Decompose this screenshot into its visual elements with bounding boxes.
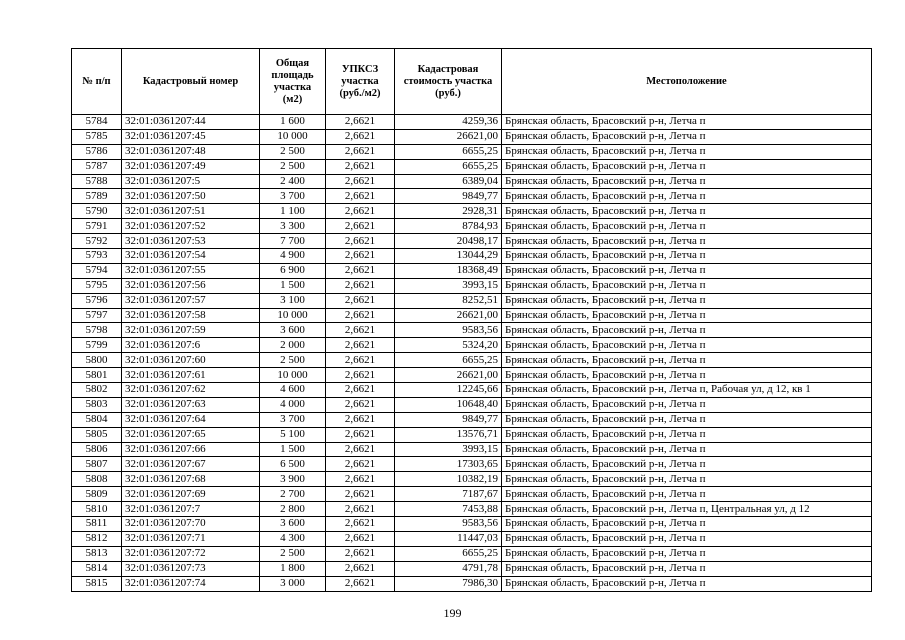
cell-location: Брянская область, Брасовский р-н, Летча п (502, 457, 872, 472)
cell-cadastral: 32:01:0361207:48 (122, 144, 260, 159)
cell-num: 5790 (72, 204, 122, 219)
cell-cadastral: 32:01:0361207:45 (122, 129, 260, 144)
cell-num: 5815 (72, 576, 122, 591)
cell-cadastral: 32:01:0361207:54 (122, 249, 260, 264)
cell-upksz: 2,6621 (326, 487, 395, 502)
cell-location: Брянская область, Брасовский р-н, Летча п, Центральная ул, д 12 (502, 502, 872, 517)
cell-cadastral: 32:01:0361207:71 (122, 531, 260, 546)
cell-num: 5805 (72, 427, 122, 442)
cell-upksz: 2,6621 (326, 189, 395, 204)
cell-location: Брянская область, Брасовский р-н, Летча п (502, 487, 872, 502)
cell-upksz: 2,6621 (326, 278, 395, 293)
cell-location: Брянская область, Брасовский р-н, Летча п (502, 219, 872, 234)
cell-location: Брянская область, Брасовский р-н, Летча п (502, 234, 872, 249)
cell-cost: 5324,20 (395, 338, 502, 353)
table-row (72, 531, 872, 546)
cell-area: 3 600 (260, 323, 326, 338)
cell-num: 5796 (72, 293, 122, 308)
cell-cost: 4259,36 (395, 115, 502, 130)
cell-area: 1 500 (260, 442, 326, 457)
cell-upksz: 2,6621 (326, 338, 395, 353)
cell-cadastral: 32:01:0361207:74 (122, 576, 260, 591)
cell-cadastral: 32:01:0361207:56 (122, 278, 260, 293)
cell-num: 5791 (72, 219, 122, 234)
cell-location: Брянская область, Брасовский р-н, Летча п (502, 338, 872, 353)
cell-cost: 3993,15 (395, 442, 502, 457)
cell-location: Брянская область, Брасовский р-н, Летча п (502, 412, 872, 427)
cell-upksz: 2,6621 (326, 293, 395, 308)
cell-cadastral: 32:01:0361207:64 (122, 412, 260, 427)
cell-location: Брянская область, Брасовский р-н, Летча п (502, 427, 872, 442)
cell-location: Брянская область, Брасовский р-н, Летча п (502, 531, 872, 546)
cell-num: 5798 (72, 323, 122, 338)
cell-upksz: 2,6621 (326, 204, 395, 219)
cell-num: 5797 (72, 308, 122, 323)
cell-area: 2 400 (260, 174, 326, 189)
table-row (72, 383, 872, 398)
cell-location: Брянская область, Брасовский р-н, Летча п (502, 353, 872, 368)
cell-num: 5810 (72, 502, 122, 517)
cell-cost: 9583,56 (395, 517, 502, 532)
cell-cadastral: 32:01:0361207:44 (122, 115, 260, 130)
cell-location: Брянская область, Брасовский р-н, Летча п (502, 368, 872, 383)
table-row (72, 293, 872, 308)
cell-num: 5809 (72, 487, 122, 502)
page-number: 199 (443, 606, 462, 620)
cell-location: Брянская область, Брасовский р-н, Летча п (502, 546, 872, 561)
cell-area: 3 100 (260, 293, 326, 308)
cell-num: 5792 (72, 234, 122, 249)
header-cost: Кадастровая стоимость участка (руб.) (395, 49, 502, 115)
cell-cadastral: 32:01:0361207:68 (122, 472, 260, 487)
table-row (72, 323, 872, 338)
cell-location: Брянская область, Брасовский р-н, Летча п (502, 293, 872, 308)
cell-area: 2 500 (260, 546, 326, 561)
header-area: Общая площадь участка (м2) (260, 49, 326, 115)
cell-area: 7 700 (260, 234, 326, 249)
cell-location: Брянская область, Брасовский р-н, Летча п (502, 278, 872, 293)
cell-num: 5788 (72, 174, 122, 189)
cell-area: 6 500 (260, 457, 326, 472)
cell-cost: 6655,25 (395, 159, 502, 174)
cell-area: 1 500 (260, 278, 326, 293)
cell-cadastral: 32:01:0361207:63 (122, 397, 260, 412)
table-row (72, 129, 872, 144)
cell-num: 5802 (72, 383, 122, 398)
cell-cadastral: 32:01:0361207:66 (122, 442, 260, 457)
cell-upksz: 2,6621 (326, 308, 395, 323)
table-row (72, 174, 872, 189)
cell-area: 2 500 (260, 144, 326, 159)
cell-num: 5793 (72, 249, 122, 264)
cell-area: 1 100 (260, 204, 326, 219)
cell-num: 5800 (72, 353, 122, 368)
cell-location: Брянская область, Брасовский р-н, Летча п (502, 323, 872, 338)
cell-upksz: 2,6621 (326, 383, 395, 398)
cell-cost: 4791,78 (395, 561, 502, 576)
cell-num: 5813 (72, 546, 122, 561)
cell-cost: 11447,03 (395, 531, 502, 546)
cell-num: 5808 (72, 472, 122, 487)
cell-upksz: 2,6621 (326, 576, 395, 591)
cell-area: 2 000 (260, 338, 326, 353)
cell-location: Брянская область, Брасовский р-н, Летча п (502, 308, 872, 323)
cell-num: 5814 (72, 561, 122, 576)
cell-location: Брянская область, Брасовский р-н, Летча п (502, 115, 872, 130)
cell-cost: 6655,25 (395, 353, 502, 368)
cell-upksz: 2,6621 (326, 561, 395, 576)
cell-upksz: 2,6621 (326, 397, 395, 412)
cell-cost: 9583,56 (395, 323, 502, 338)
cell-area: 3 900 (260, 472, 326, 487)
table-row (72, 189, 872, 204)
cell-upksz: 2,6621 (326, 263, 395, 278)
cell-cost: 8784,93 (395, 219, 502, 234)
table-row (72, 204, 872, 219)
cell-num: 5786 (72, 144, 122, 159)
table-row (72, 278, 872, 293)
cell-location: Брянская область, Брасовский р-н, Летча п (502, 263, 872, 278)
header-row (72, 49, 872, 115)
cell-location: Брянская область, Брасовский р-н, Летча п (502, 189, 872, 204)
cell-upksz: 2,6621 (326, 546, 395, 561)
cell-area: 5 100 (260, 427, 326, 442)
cell-num: 5801 (72, 368, 122, 383)
cell-upksz: 2,6621 (326, 219, 395, 234)
cell-num: 5806 (72, 442, 122, 457)
cell-location: Брянская область, Брасовский р-н, Летча п (502, 144, 872, 159)
cell-num: 5804 (72, 412, 122, 427)
cell-cost: 7986,30 (395, 576, 502, 591)
cell-area: 6 900 (260, 263, 326, 278)
cell-cadastral: 32:01:0361207:7 (122, 502, 260, 517)
cell-cost: 26621,00 (395, 129, 502, 144)
cell-upksz: 2,6621 (326, 249, 395, 264)
cell-upksz: 2,6621 (326, 517, 395, 532)
cell-cost: 6389,04 (395, 174, 502, 189)
cell-num: 5795 (72, 278, 122, 293)
table-row (72, 115, 872, 130)
cell-upksz: 2,6621 (326, 531, 395, 546)
cell-num: 5811 (72, 517, 122, 532)
cell-num: 5784 (72, 115, 122, 130)
cell-upksz: 2,6621 (326, 323, 395, 338)
cell-num: 5785 (72, 129, 122, 144)
cell-cost: 26621,00 (395, 368, 502, 383)
table-row (72, 397, 872, 412)
cell-cadastral: 32:01:0361207:67 (122, 457, 260, 472)
cell-cadastral: 32:01:0361207:72 (122, 546, 260, 561)
cell-cost: 17303,65 (395, 457, 502, 472)
cell-num: 5789 (72, 189, 122, 204)
cell-location: Брянская область, Брасовский р-н, Летча п (502, 576, 872, 591)
cell-upksz: 2,6621 (326, 115, 395, 130)
table-row (72, 487, 872, 502)
table-row (72, 338, 872, 353)
cell-cadastral: 32:01:0361207:55 (122, 263, 260, 278)
cell-upksz: 2,6621 (326, 412, 395, 427)
cell-area: 3 700 (260, 412, 326, 427)
cell-area: 10 000 (260, 368, 326, 383)
cell-area: 2 700 (260, 487, 326, 502)
cell-cadastral: 32:01:0361207:49 (122, 159, 260, 174)
cell-upksz: 2,6621 (326, 502, 395, 517)
cell-cadastral: 32:01:0361207:52 (122, 219, 260, 234)
cell-area: 2 500 (260, 159, 326, 174)
cell-num: 5799 (72, 338, 122, 353)
cell-location: Брянская область, Брасовский р-н, Летча п (502, 249, 872, 264)
cell-num: 5794 (72, 263, 122, 278)
cell-cost: 3993,15 (395, 278, 502, 293)
cell-area: 2 800 (260, 502, 326, 517)
cell-location: Брянская область, Брасовский р-н, Летча п (502, 397, 872, 412)
cell-upksz: 2,6621 (326, 427, 395, 442)
header-num: № п/п (72, 49, 122, 115)
cell-area: 10 000 (260, 308, 326, 323)
table-row (72, 472, 872, 487)
table-row (72, 561, 872, 576)
cell-area: 4 900 (260, 249, 326, 264)
cell-cadastral: 32:01:0361207:70 (122, 517, 260, 532)
cell-cost: 6655,25 (395, 546, 502, 561)
cell-upksz: 2,6621 (326, 457, 395, 472)
cell-cadastral: 32:01:0361207:59 (122, 323, 260, 338)
cell-cadastral: 32:01:0361207:53 (122, 234, 260, 249)
table-row (72, 234, 872, 249)
cell-upksz: 2,6621 (326, 368, 395, 383)
cell-area: 4 300 (260, 531, 326, 546)
cell-cost: 7187,67 (395, 487, 502, 502)
cell-location: Брянская область, Брасовский р-н, Летча п (502, 204, 872, 219)
table-row (72, 144, 872, 159)
table-row (72, 308, 872, 323)
cell-upksz: 2,6621 (326, 129, 395, 144)
table-row (72, 442, 872, 457)
cell-cost: 18368,49 (395, 263, 502, 278)
cell-cadastral: 32:01:0361207:61 (122, 368, 260, 383)
table-row (72, 219, 872, 234)
cell-cadastral: 32:01:0361207:58 (122, 308, 260, 323)
header-upksz: УПКСЗ участка (руб./м2) (326, 49, 395, 115)
cell-upksz: 2,6621 (326, 159, 395, 174)
table-row (72, 159, 872, 174)
cell-cadastral: 32:01:0361207:69 (122, 487, 260, 502)
cell-location: Брянская область, Брасовский р-н, Летча п (502, 517, 872, 532)
header-cadastral: Кадастровый номер (122, 49, 260, 115)
cell-area: 3 000 (260, 576, 326, 591)
cell-cadastral: 32:01:0361207:51 (122, 204, 260, 219)
cell-location: Брянская область, Брасовский р-н, Летча п, Рабочая ул, д 12, кв 1 (502, 383, 872, 398)
table-row (72, 427, 872, 442)
cell-cost: 12245,66 (395, 383, 502, 398)
table-row (72, 546, 872, 561)
table-row (72, 517, 872, 532)
cell-cadastral: 32:01:0361207:5 (122, 174, 260, 189)
table-row (72, 249, 872, 264)
cell-num: 5807 (72, 457, 122, 472)
cell-num: 5787 (72, 159, 122, 174)
cell-area: 3 300 (260, 219, 326, 234)
cell-area: 10 000 (260, 129, 326, 144)
table-row (72, 263, 872, 278)
table-row (72, 502, 872, 517)
cell-area: 2 500 (260, 353, 326, 368)
cell-location: Брянская область, Брасовский р-н, Летча п (502, 129, 872, 144)
cell-cost: 6655,25 (395, 144, 502, 159)
cell-cost: 26621,00 (395, 308, 502, 323)
cell-cadastral: 32:01:0361207:50 (122, 189, 260, 204)
cell-area: 3 700 (260, 189, 326, 204)
cell-upksz: 2,6621 (326, 442, 395, 457)
table-row (72, 412, 872, 427)
table-row (72, 576, 872, 591)
cell-upksz: 2,6621 (326, 174, 395, 189)
cell-num: 5803 (72, 397, 122, 412)
cadastral-table-container (71, 48, 871, 592)
table-row (72, 368, 872, 383)
cell-cost: 7453,88 (395, 502, 502, 517)
cell-cost: 13044,29 (395, 249, 502, 264)
table-row (72, 457, 872, 472)
cell-cost: 2928,31 (395, 204, 502, 219)
cell-num: 5812 (72, 531, 122, 546)
cell-location: Брянская область, Брасовский р-н, Летча п (502, 159, 872, 174)
cell-cost: 10648,40 (395, 397, 502, 412)
cell-cadastral: 32:01:0361207:60 (122, 353, 260, 368)
cell-cadastral: 32:01:0361207:57 (122, 293, 260, 308)
cell-cost: 9849,77 (395, 412, 502, 427)
cell-area: 1 800 (260, 561, 326, 576)
cadastral-table (71, 48, 872, 592)
cell-cadastral: 32:01:0361207:73 (122, 561, 260, 576)
cell-location: Брянская область, Брасовский р-н, Летча п (502, 472, 872, 487)
cell-cadastral: 32:01:0361207:62 (122, 383, 260, 398)
cell-location: Брянская область, Брасовский р-н, Летча п (502, 561, 872, 576)
cell-location: Брянская область, Брасовский р-н, Летча п (502, 442, 872, 457)
table-body (72, 115, 872, 592)
cell-cost: 20498,17 (395, 234, 502, 249)
cell-cost: 9849,77 (395, 189, 502, 204)
cell-cost: 13576,71 (395, 427, 502, 442)
cell-upksz: 2,6621 (326, 234, 395, 249)
table-row (72, 353, 872, 368)
cell-upksz: 2,6621 (326, 353, 395, 368)
cell-area: 1 600 (260, 115, 326, 130)
cell-cadastral: 32:01:0361207:65 (122, 427, 260, 442)
cell-cost: 8252,51 (395, 293, 502, 308)
cell-area: 4 600 (260, 383, 326, 398)
cell-location: Брянская область, Брасовский р-н, Летча п (502, 174, 872, 189)
cell-cadastral: 32:01:0361207:6 (122, 338, 260, 353)
header-location: Местоположение (502, 49, 872, 115)
cell-upksz: 2,6621 (326, 144, 395, 159)
cell-cost: 10382,19 (395, 472, 502, 487)
cell-area: 4 000 (260, 397, 326, 412)
cell-upksz: 2,6621 (326, 472, 395, 487)
cell-area: 3 600 (260, 517, 326, 532)
